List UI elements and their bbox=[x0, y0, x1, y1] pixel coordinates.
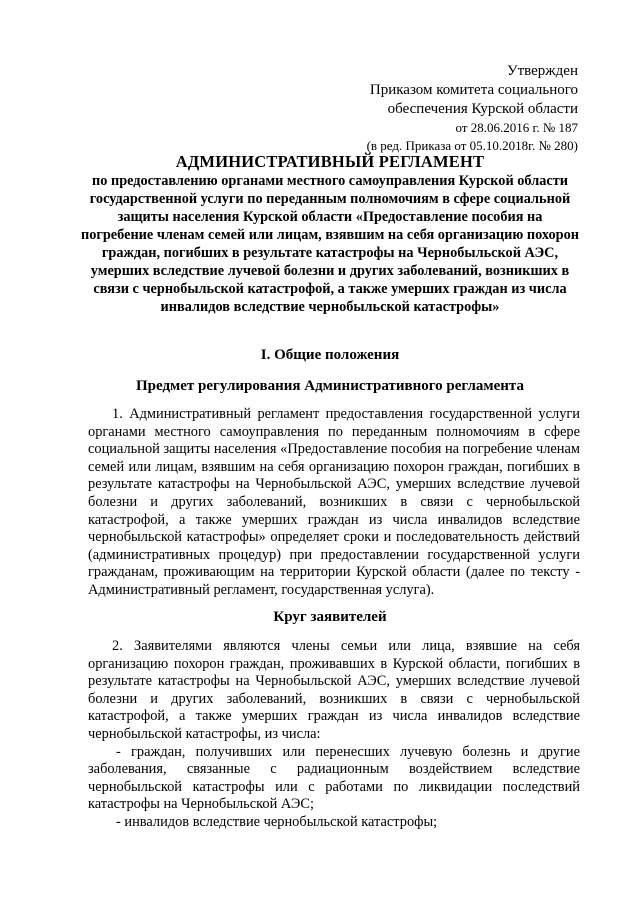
paragraph-1: 1. Административный регламент предоставления государственной услуги органами местного самоуправления по переданным полномочиям в сфере социальной защиты населения «Предоставление пособия на погребение членам семей или лицам, взявшим на себя организацию похорон граждан, погибших в результате катастрофы на Чернобыльской АЭС, умерших вследствие лучевой болезни и других заболеваний, возникших в связи с чернобыльской катастрофой, а также умерших граждан из числа инвалидов вследствие чернобыльской катастрофы» определяет сроки и последовательность действий (административных процедур) при предоставлении государственной услуги гражданам, проживающим на территории Курской области (далее по тексту - Административный регламент, государственная услуга). bbox=[88, 406, 580, 598]
approval-line-order: Приказом комитета социального bbox=[369, 82, 578, 98]
approval-line-revision: (в ред. Приказа от 05.10.2018г. № 280) bbox=[366, 138, 578, 153]
paragraph-1-block bbox=[88, 406, 580, 600]
section-heading-subject: Предмет регулирования Административного регламента bbox=[136, 378, 524, 394]
list-item: - граждан, получивших или перенесших лучевую болезнь и другие заболевания, связанные с радиационным воздействием вследствие чернобыльской катастрофы или с работами по ликвидации последствий катастрофы на Чернобыльской АЭС; bbox=[88, 743, 580, 813]
document-title-block bbox=[80, 152, 580, 316]
approval-line-committee: обеспечения Курской области bbox=[387, 101, 578, 117]
section-heading-applicants: Круг заявителей bbox=[273, 609, 387, 625]
approval-stamp-block bbox=[367, 62, 578, 155]
section-heading-general: I. Общие положения bbox=[260, 347, 400, 363]
document-title: АДМИНИСТРАТИВНЫЙ РЕГЛАМЕНТ bbox=[175, 152, 485, 171]
approval-line-date: от 28.06.2016 г. № 187 bbox=[455, 120, 578, 135]
document-subtitle: по предоставлению органами местного самоуправления Курской области государственной услуги по переданным полномочиям в сфере социальной защиты населения Курской области «Предоставление пособия на погребение членам семей или лицам, взявшим на себя организацию похорон граждан, погибших в результате катастрофы на Чернобыльской АЭС, умерших вследствие лучевой болезни и других заболеваний, возникших в связи с чернобыльской катастрофой, а также умерших граждан из числа инвалидов вследствие чернобыльской катастрофы» bbox=[80, 173, 580, 315]
paragraph-2-block bbox=[88, 638, 580, 832]
paragraph-2: 2. Заявителями являются члены семьи или лица, взявшие на себя организацию похорон граждан, проживавших в Курской области, погибших в результате катастрофы на Чернобыльской АЭС, умерших вследствие лучевой болезни и других заболеваний, возникших в связи с чернобыльской катастрофой, а также умерших граждан из числа инвалидов вследствие чернобыльской катастрофы, из числа: bbox=[88, 638, 580, 742]
list-item: - инвалидов вследствие чернобыльской катастрофы; bbox=[116, 813, 438, 830]
approval-line-approved: Утвержден bbox=[506, 63, 578, 79]
